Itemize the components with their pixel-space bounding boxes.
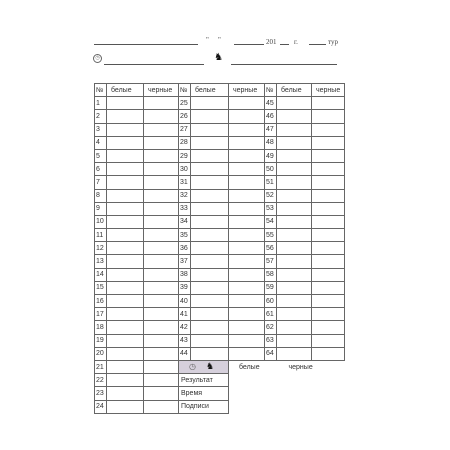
black-move-cell[interactable]: [312, 189, 345, 202]
white-move-cell[interactable]: [277, 163, 312, 176]
move-number: 51: [265, 176, 277, 189]
result-white-header: белые: [229, 360, 277, 373]
move-number: 6: [95, 163, 107, 176]
black-move-cell[interactable]: [312, 268, 345, 281]
round-label: тур: [328, 38, 338, 46]
white-move-cell[interactable]: [277, 334, 312, 347]
move-number: 26: [179, 110, 191, 123]
black-move-cell[interactable]: [229, 123, 265, 136]
black-move-cell[interactable]: [144, 229, 179, 242]
white-move-cell[interactable]: [277, 295, 312, 308]
black-move-cell[interactable]: [229, 176, 265, 189]
signatures-white-field[interactable]: [229, 400, 277, 413]
white-move-cell[interactable]: [107, 242, 144, 255]
event-name-line[interactable]: [94, 44, 198, 45]
move-row: [95, 242, 345, 255]
black-move-cell[interactable]: [144, 149, 179, 162]
move-row: [95, 308, 345, 321]
white-move-cell[interactable]: [277, 215, 312, 228]
white-move-cell[interactable]: [107, 149, 144, 162]
white-move-cell[interactable]: [107, 229, 144, 242]
move-number: 14: [95, 268, 107, 281]
black-move-cell[interactable]: [229, 255, 265, 268]
black-move-cell[interactable]: [229, 215, 265, 228]
white-move-cell[interactable]: [191, 334, 229, 347]
black-move-cell[interactable]: [144, 110, 179, 123]
year-suffix: г.: [294, 38, 298, 46]
move-row: [95, 295, 345, 308]
move-number: 40: [179, 295, 191, 308]
black-move-cell[interactable]: [144, 400, 179, 413]
white-move-cell[interactable]: [191, 202, 229, 215]
white-move-cell[interactable]: [277, 110, 312, 123]
white-move-cell[interactable]: [277, 242, 312, 255]
move-number: 29: [179, 149, 191, 162]
black-move-cell[interactable]: [144, 176, 179, 189]
move-number: 59: [265, 281, 277, 294]
result-black-header: черные: [288, 363, 313, 371]
white-move-cell[interactable]: [277, 176, 312, 189]
header-row: [95, 84, 345, 97]
white-move-cell[interactable]: [277, 268, 312, 281]
move-row: [95, 255, 345, 268]
move-number: 56: [265, 242, 277, 255]
scoresheet-table: [94, 83, 345, 414]
black-player-line[interactable]: [231, 64, 337, 65]
move-row: [95, 281, 345, 294]
move-row: [95, 334, 345, 347]
col-header-black: черные: [312, 84, 345, 97]
move-number: 53: [265, 202, 277, 215]
move-row: [95, 215, 345, 228]
black-move-cell[interactable]: [144, 268, 179, 281]
move-number: 55: [265, 229, 277, 242]
move-number: 17: [95, 308, 107, 321]
move-number: 19: [95, 334, 107, 347]
move-number: 25: [179, 97, 191, 110]
white-move-cell[interactable]: [191, 215, 229, 228]
black-move-cell[interactable]: [144, 202, 179, 215]
clock-icon: ◷: [93, 54, 102, 63]
white-move-cell[interactable]: [107, 347, 144, 360]
black-move-cell[interactable]: [312, 334, 345, 347]
white-move-cell[interactable]: [191, 255, 229, 268]
black-move-cell[interactable]: [312, 229, 345, 242]
move-number: 33: [179, 202, 191, 215]
move-row: [95, 136, 345, 149]
white-move-cell[interactable]: [107, 176, 144, 189]
date-quote-open: ": [206, 36, 209, 44]
white-move-cell[interactable]: [107, 387, 144, 400]
move-row: [95, 400, 345, 413]
white-move-cell[interactable]: [277, 202, 312, 215]
white-move-cell[interactable]: [191, 242, 229, 255]
col-header-white: белые: [277, 84, 312, 97]
black-move-cell[interactable]: [144, 123, 179, 136]
black-move-cell[interactable]: [229, 229, 265, 242]
scoresheet-body: [95, 84, 345, 414]
black-move-cell[interactable]: [144, 255, 179, 268]
move-number: 46: [265, 110, 277, 123]
white-move-cell[interactable]: [107, 110, 144, 123]
signatures-label: Подписи: [179, 400, 229, 413]
white-move-cell[interactable]: [277, 347, 312, 360]
move-number: 11: [95, 229, 107, 242]
move-number: 36: [179, 242, 191, 255]
move-number: 10: [95, 215, 107, 228]
player-icons-cell: [179, 360, 229, 373]
move-number: 22: [95, 374, 107, 387]
move-number: 45: [265, 97, 277, 110]
black-move-cell[interactable]: [144, 215, 179, 228]
black-move-cell[interactable]: [312, 255, 345, 268]
move-number: 57: [265, 255, 277, 268]
move-number: 20: [95, 347, 107, 360]
move-row: [95, 229, 345, 242]
black-move-cell[interactable]: [144, 281, 179, 294]
move-number: 28: [179, 136, 191, 149]
col-header-black: черные: [229, 84, 265, 97]
white-move-cell[interactable]: [191, 163, 229, 176]
move-number: 31: [179, 176, 191, 189]
year-digit-line[interactable]: [280, 44, 289, 45]
year-prefix: 201: [266, 38, 277, 46]
move-number: 44: [179, 347, 191, 360]
white-move-cell[interactable]: [277, 281, 312, 294]
move-number: 24: [95, 400, 107, 413]
move-number: 54: [265, 215, 277, 228]
move-row: [95, 360, 345, 373]
white-move-cell[interactable]: [191, 308, 229, 321]
white-move-cell[interactable]: [107, 189, 144, 202]
black-move-cell[interactable]: [229, 97, 265, 110]
move-number: 8: [95, 189, 107, 202]
white-move-cell[interactable]: [277, 321, 312, 334]
white-move-cell[interactable]: [107, 268, 144, 281]
black-move-cell[interactable]: [229, 334, 265, 347]
move-number: 4: [95, 136, 107, 149]
white-move-cell[interactable]: [107, 308, 144, 321]
white-move-cell[interactable]: [191, 295, 229, 308]
move-number: 37: [179, 255, 191, 268]
move-number: 41: [179, 308, 191, 321]
white-move-cell[interactable]: [277, 229, 312, 242]
black-move-cell[interactable]: [312, 215, 345, 228]
white-move-cell[interactable]: [277, 149, 312, 162]
black-move-cell[interactable]: [312, 281, 345, 294]
white-move-cell[interactable]: [277, 189, 312, 202]
move-row: [95, 387, 345, 400]
white-move-cell[interactable]: [107, 123, 144, 136]
result-black-field[interactable]: [277, 374, 345, 387]
white-move-cell[interactable]: [107, 136, 144, 149]
move-number: 30: [179, 163, 191, 176]
black-move-cell[interactable]: [144, 242, 179, 255]
move-number: 60: [265, 295, 277, 308]
move-row: [95, 189, 345, 202]
move-number: 49: [265, 149, 277, 162]
black-move-cell[interactable]: [229, 268, 265, 281]
white-move-cell[interactable]: [191, 189, 229, 202]
move-row: [95, 123, 345, 136]
move-number: 58: [265, 268, 277, 281]
black-move-cell[interactable]: [144, 308, 179, 321]
white-move-cell[interactable]: [191, 321, 229, 334]
black-move-cell[interactable]: [312, 347, 345, 360]
black-move-cell[interactable]: [144, 334, 179, 347]
white-move-cell[interactable]: [191, 97, 229, 110]
move-number: 7: [95, 176, 107, 189]
round-number-line[interactable]: [309, 44, 326, 45]
move-number: 52: [265, 189, 277, 202]
move-row: [95, 374, 345, 387]
black-move-cell[interactable]: [144, 189, 179, 202]
white-move-cell[interactable]: [107, 97, 144, 110]
white-move-cell[interactable]: [191, 110, 229, 123]
knight-icon: ♞: [214, 52, 223, 63]
black-move-cell[interactable]: [229, 136, 265, 149]
move-number: 15: [95, 281, 107, 294]
move-number: 32: [179, 189, 191, 202]
white-move-cell[interactable]: [191, 176, 229, 189]
move-number: 35: [179, 229, 191, 242]
white-move-cell[interactable]: [191, 229, 229, 242]
black-move-cell[interactable]: [144, 97, 179, 110]
white-move-cell[interactable]: [191, 281, 229, 294]
col-header-number: №: [95, 84, 107, 97]
black-move-cell[interactable]: [144, 295, 179, 308]
white-move-cell[interactable]: [277, 136, 312, 149]
move-number: 9: [95, 202, 107, 215]
black-move-cell[interactable]: [229, 281, 265, 294]
move-number: 42: [179, 321, 191, 334]
knight-icon: ♞: [205, 361, 215, 372]
black-move-cell[interactable]: [229, 347, 265, 360]
white-move-cell[interactable]: [191, 268, 229, 281]
move-number: 27: [179, 123, 191, 136]
black-move-cell[interactable]: [312, 149, 345, 162]
move-row: [95, 268, 345, 281]
black-move-cell[interactable]: [229, 202, 265, 215]
move-number: 38: [179, 268, 191, 281]
black-move-cell[interactable]: [229, 189, 265, 202]
black-move-cell[interactable]: [312, 202, 345, 215]
black-move-cell[interactable]: [229, 308, 265, 321]
black-move-cell[interactable]: [229, 149, 265, 162]
black-move-cell[interactable]: [312, 308, 345, 321]
white-move-cell[interactable]: [277, 123, 312, 136]
black-move-cell[interactable]: [312, 110, 345, 123]
move-row: [95, 176, 345, 189]
clock-icon: ◷: [189, 362, 196, 372]
white-move-cell[interactable]: [107, 400, 144, 413]
black-move-cell[interactable]: [312, 321, 345, 334]
black-move-cell[interactable]: [144, 136, 179, 149]
white-move-cell[interactable]: [107, 215, 144, 228]
black-move-cell[interactable]: [144, 374, 179, 387]
black-move-cell[interactable]: [144, 360, 179, 373]
move-row: [95, 97, 345, 110]
move-row: [95, 347, 345, 360]
result-label: Результат: [179, 374, 229, 387]
move-row: [95, 321, 345, 334]
col-header-number: №: [179, 84, 191, 97]
black-move-cell[interactable]: [312, 295, 345, 308]
black-move-cell[interactable]: [312, 176, 345, 189]
black-move-cell[interactable]: [144, 387, 179, 400]
black-move-cell[interactable]: [144, 347, 179, 360]
move-row: [95, 149, 345, 162]
move-row: [95, 163, 345, 176]
white-move-cell[interactable]: [191, 149, 229, 162]
move-number: 16: [95, 295, 107, 308]
black-move-cell[interactable]: [144, 321, 179, 334]
move-number: 21: [95, 360, 107, 373]
white-move-cell[interactable]: [107, 255, 144, 268]
move-number: 63: [265, 334, 277, 347]
move-number: 39: [179, 281, 191, 294]
col-header-black: черные: [144, 84, 179, 97]
black-move-cell[interactable]: [229, 321, 265, 334]
black-move-cell[interactable]: [229, 242, 265, 255]
white-move-cell[interactable]: [277, 308, 312, 321]
move-number: 34: [179, 215, 191, 228]
date-quote-close: ": [218, 36, 221, 44]
white-move-cell[interactable]: [107, 374, 144, 387]
black-move-cell[interactable]: [144, 163, 179, 176]
move-number: 64: [265, 347, 277, 360]
move-number: 2: [95, 110, 107, 123]
white-move-cell[interactable]: [107, 281, 144, 294]
white-move-cell[interactable]: [107, 360, 144, 373]
black-move-cell[interactable]: [312, 163, 345, 176]
move-number: 23: [95, 387, 107, 400]
white-move-cell[interactable]: [107, 334, 144, 347]
time-black-field[interactable]: [277, 387, 345, 400]
move-number: 13: [95, 255, 107, 268]
signatures-black-field[interactable]: [277, 400, 345, 413]
date-month-line[interactable]: [234, 44, 264, 45]
move-row: [95, 202, 345, 215]
white-move-cell[interactable]: [107, 202, 144, 215]
white-move-cell[interactable]: [277, 255, 312, 268]
white-move-cell[interactable]: [191, 123, 229, 136]
move-number: 50: [265, 163, 277, 176]
black-move-cell[interactable]: [229, 295, 265, 308]
white-move-cell[interactable]: [107, 163, 144, 176]
white-move-cell[interactable]: [107, 321, 144, 334]
move-number: 62: [265, 321, 277, 334]
white-move-cell[interactable]: [107, 295, 144, 308]
move-number: 48: [265, 136, 277, 149]
white-move-cell[interactable]: [191, 136, 229, 149]
move-number: 12: [95, 242, 107, 255]
move-number: 18: [95, 321, 107, 334]
black-move-cell[interactable]: [312, 242, 345, 255]
move-row: [95, 110, 345, 123]
result-white-field[interactable]: [229, 374, 277, 387]
black-move-cell[interactable]: [312, 97, 345, 110]
move-number: 3: [95, 123, 107, 136]
white-player-line[interactable]: [104, 64, 204, 65]
move-number: 43: [179, 334, 191, 347]
time-white-field[interactable]: [229, 387, 277, 400]
black-move-cell[interactable]: [312, 123, 345, 136]
move-number: 1: [95, 97, 107, 110]
move-number: 5: [95, 149, 107, 162]
col-header-white: белые: [107, 84, 144, 97]
move-number: 61: [265, 308, 277, 321]
col-header-number: №: [265, 84, 277, 97]
black-move-cell[interactable]: [229, 110, 265, 123]
time-label: Время: [179, 387, 229, 400]
white-move-cell[interactable]: [277, 97, 312, 110]
white-move-cell[interactable]: [191, 347, 229, 360]
black-move-cell[interactable]: [312, 136, 345, 149]
move-number: 47: [265, 123, 277, 136]
col-header-white: белые: [191, 84, 229, 97]
black-move-cell[interactable]: [229, 163, 265, 176]
